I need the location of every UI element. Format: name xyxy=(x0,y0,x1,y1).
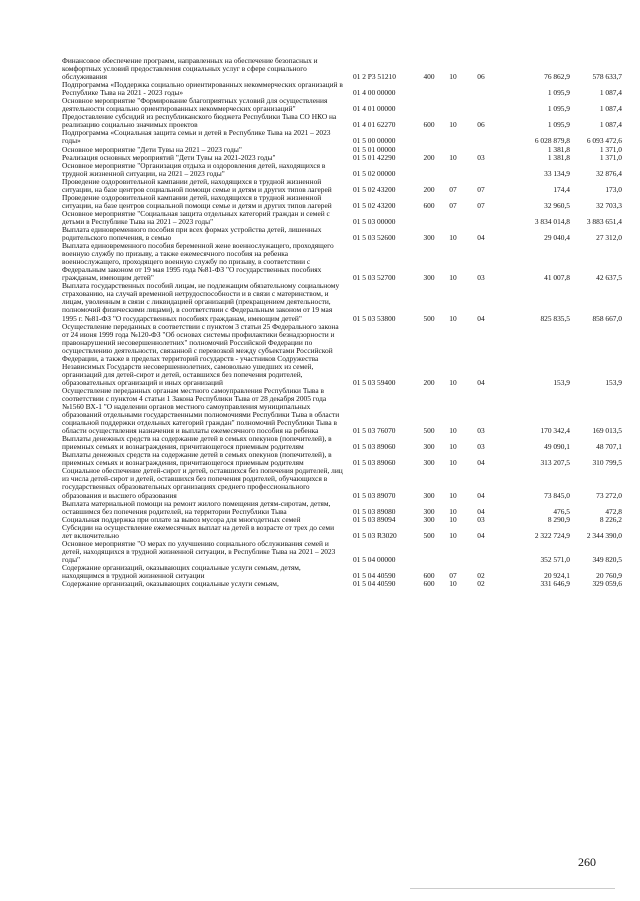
table-row xyxy=(62,282,622,322)
row-name: Выплата государственных пособий лицам, не подлежащим обязательному социальному страхованию, на случай временной нетрудоспособности и в связи с материнством, и лицам, уволенным в связи с ликвидацией организаций (прекращением деятельности, полномочий физическими лицами), в соответствии с Федеральным законом от 19 мая 1995 г. №81-ФЗ "О государственных пособиях гражданам, имеющим детей" xyxy=(62,281,340,323)
table-row xyxy=(62,210,622,226)
row-expense-type: 300 xyxy=(423,490,435,500)
row-code: 01 5 03 89094 xyxy=(353,514,396,524)
row-name: Предоставление субсидий из республиканского бюджета Республики Тыва СО НКО на реализацию социально значимых проектов xyxy=(62,112,337,130)
row-amount-2022: 32 960,5 xyxy=(544,200,570,210)
row-amount-2022: 3 834 014,8 xyxy=(534,216,570,226)
row-code: 01 5 03 52600 xyxy=(353,233,396,243)
row-amount-2023: 858 667,0 xyxy=(592,313,622,323)
row-amount-2022: 170 342,4 xyxy=(540,426,570,436)
row-name: Социальная поддержка при оплате за вывоз мусора для многодетных семей xyxy=(62,514,301,524)
row-subsection: 02 xyxy=(477,571,485,580)
row-name: Основное мероприятие "Организация отдыха и оздоровления детей, находящихся в трудной жизненной ситуации, на 2021 – 2023 годы" xyxy=(62,160,326,178)
row-code: 01 5 03 R3020 xyxy=(353,530,397,540)
table-row xyxy=(62,467,622,499)
row-name: Выплата единовременного пособия при всех формах устройства детей, лишенных родительского попечения, в семью xyxy=(62,224,322,243)
row-expense-type: 500 xyxy=(423,426,435,436)
row-subsection: 04 xyxy=(477,233,485,243)
row-amount-2022: 1 381,8 xyxy=(547,152,570,162)
row-code: 01 5 01 00000 xyxy=(353,144,396,154)
row-section: 10 xyxy=(449,530,457,540)
row-name: Выплата материальной помощи на ремонт жилого помещения детям-сиротам, детям, оставшимся без попечения родителей, на территории Республики Тыва xyxy=(62,498,331,516)
row-amount-2022: 1 381,8 xyxy=(547,144,570,154)
table-row xyxy=(62,323,622,387)
table-row xyxy=(62,451,622,467)
row-amount-2022: 33 134,9 xyxy=(544,168,570,178)
row-name: Выплаты денежных средств на содержание детей в семьях опекунов (попечителей), в приемных семьях и вознаграждения, причитающегося приемным родителям xyxy=(62,450,332,468)
row-section: 10 xyxy=(449,490,457,500)
row-code: 01 5 04 40590 xyxy=(353,579,396,589)
row-subsection: 03 xyxy=(477,152,485,162)
row-code: 01 4 01 62270 xyxy=(353,120,396,130)
row-code: 01 5 03 53800 xyxy=(353,313,396,323)
row-expense-type: 500 xyxy=(423,530,435,540)
row-section: 10 xyxy=(449,313,457,323)
row-expense-type: 300 xyxy=(423,506,435,516)
row-amount-2022: 1 095,9 xyxy=(547,88,570,98)
table-row xyxy=(62,435,622,451)
row-subsection: 06 xyxy=(477,120,485,130)
table-row xyxy=(62,113,622,129)
row-section: 10 xyxy=(449,152,457,162)
row-code: 01 5 04 40590 xyxy=(353,571,396,580)
row-subsection: 04 xyxy=(477,530,485,540)
row-name: Основное мероприятие "Дети Тувы на 2021 – 2023 годы" xyxy=(62,144,242,154)
table-row xyxy=(62,226,622,242)
row-amount-2023: 169 013,5 xyxy=(592,426,622,436)
row-subsection: 04 xyxy=(477,377,485,387)
row-amount-2023: 42 637,5 xyxy=(596,273,622,283)
row-expense-type: 500 xyxy=(423,313,435,323)
row-name: Подпрограмма «Поддержка социально ориентированных некоммерческих организаций в Республике Тыва на 2021 - 2023 годы» xyxy=(62,80,343,98)
row-amount-2023: 8 226,2 xyxy=(599,514,622,524)
page-number: 260 xyxy=(578,855,596,869)
row-amount-2023: 3 883 651,4 xyxy=(586,216,622,226)
row-amount-2023: 48 707,1 xyxy=(596,442,622,452)
row-amount-2023: 1 371,0 xyxy=(599,144,622,154)
row-amount-2023: 173,0 xyxy=(605,184,622,194)
row-amount-2022: 1 095,9 xyxy=(547,120,570,130)
row-expense-type: 300 xyxy=(423,233,435,243)
row-expense-type: 600 xyxy=(423,200,435,210)
row-amount-2022: 352 571,0 xyxy=(540,554,570,564)
row-subsection: 07 xyxy=(477,184,485,194)
row-subsection: 03 xyxy=(477,273,485,283)
row-name: Проведение оздоровительной кампании детей, находящихся в трудной жизненной ситуации, на базе центров социальной помощи семье и детям и других типов лагерей xyxy=(62,192,332,210)
row-code: 01 5 03 52700 xyxy=(353,273,396,283)
row-section: 07 xyxy=(449,200,457,210)
row-amount-2022: 1 095,9 xyxy=(547,104,570,114)
row-amount-2023: 73 272,0 xyxy=(596,490,622,500)
row-code: 01 5 03 89060 xyxy=(353,442,396,452)
row-section: 10 xyxy=(449,426,457,436)
row-name: Содержание организаций, оказывающих социальные услуги семьям, xyxy=(62,579,279,589)
row-amount-2022: 73 845,0 xyxy=(544,490,570,500)
table-row xyxy=(62,540,622,564)
table-row xyxy=(62,57,622,81)
row-code: 01 5 02 43200 xyxy=(353,200,396,210)
row-amount-2022: 76 862,9 xyxy=(544,72,570,82)
row-expense-type: 300 xyxy=(423,514,435,524)
row-name: Проведение оздоровительной кампании детей, находящихся в трудной жизненной ситуации, на базе центров социальной помощи семье и детям и других типов лагерей xyxy=(62,176,332,194)
row-code: 01 5 02 43200 xyxy=(353,184,396,194)
row-code: 01 5 03 89060 xyxy=(353,458,396,468)
row-expense-type: 200 xyxy=(423,184,435,194)
row-subsection: 04 xyxy=(477,458,485,468)
row-amount-2022: 20 924,1 xyxy=(544,571,570,580)
row-amount-2023: 20 760,9 xyxy=(596,571,622,580)
row-amount-2023: 310 799,5 xyxy=(592,458,622,468)
bottom-rule xyxy=(410,888,615,889)
row-amount-2023: 153,9 xyxy=(605,377,622,387)
row-name: Реализация основных мероприятий "Дети Тувы на 2021-2023 годы" xyxy=(62,152,276,162)
row-code: 01 5 00 00000 xyxy=(353,136,396,146)
table-row xyxy=(62,194,622,210)
row-expense-type: 300 xyxy=(423,273,435,283)
table-row xyxy=(62,500,622,516)
row-section: 10 xyxy=(449,377,457,387)
row-code: 01 5 04 00000 xyxy=(353,554,396,564)
row-name: Основное мероприятие "Формирование благоприятных условий для осуществления деятельности социально ориентированных некоммерческих организаций" xyxy=(62,96,328,114)
row-code: 01 2 P3 51210 xyxy=(353,72,396,82)
row-code: 01 5 03 00000 xyxy=(353,216,396,226)
row-name: Субсидии на осуществление ежемесячных выплат на детей в возрасте от трех до семи лет включительно xyxy=(62,522,335,540)
row-code: 01 5 03 89070 xyxy=(353,490,396,500)
row-name: Основное мероприятие "Социальная защита отдельных категорий граждан и семей с детьми в Республике Тыва на 2021 – 2023 годы" xyxy=(62,208,330,226)
row-subsection: 03 xyxy=(477,514,485,524)
row-code: 01 4 01 00000 xyxy=(353,104,396,114)
row-name: Выплаты денежных средств на содержание детей в семьях опекунов (попечителей), в приемных семьях и вознаграждения, причитающегося приемным родителям xyxy=(62,434,332,452)
row-amount-2022: 6 028 879,8 xyxy=(534,136,570,146)
row-amount-2023: 1 087,4 xyxy=(599,88,622,98)
row-expense-type: 600 xyxy=(423,120,435,130)
row-section: 10 xyxy=(449,273,457,283)
row-subsection: 03 xyxy=(477,442,485,452)
row-code: 01 5 03 76070 xyxy=(353,426,396,436)
row-subsection: 04 xyxy=(477,313,485,323)
row-amount-2023: 6 093 472,6 xyxy=(586,136,622,146)
table-row xyxy=(62,178,622,194)
row-amount-2023: 329 059,6 xyxy=(592,579,622,589)
row-amount-2022: 2 322 724,9 xyxy=(534,530,570,540)
row-amount-2023: 32 703,3 xyxy=(596,200,622,210)
row-expense-type: 600 xyxy=(423,579,435,589)
row-expense-type: 200 xyxy=(423,377,435,387)
row-amount-2023: 32 876,4 xyxy=(596,168,622,178)
row-section: 10 xyxy=(449,579,457,589)
row-amount-2022: 8 290,9 xyxy=(547,514,570,524)
row-section: 10 xyxy=(449,506,457,516)
row-amount-2023: 1 087,4 xyxy=(599,104,622,114)
row-subsection: 03 xyxy=(477,426,485,436)
row-name: Основное мероприятие "О мерах по улучшению социального обслуживания семей и детей, находящихся в трудной жизненной ситуации, в Республике Тыва на 2021 – 2023 годы" xyxy=(62,538,336,564)
row-subsection: 04 xyxy=(477,506,485,516)
row-section: 10 xyxy=(449,120,457,130)
row-name: Финансовое обеспечение программ, направленных на обеспечение безопасных и комфортных условий предоставления социальных услуг в сфере социального обслуживания xyxy=(62,56,318,82)
row-name: Осуществление переданных органам местного самоуправления Республики Тыва в соответствии с пунктом 4 статьи 1 Закона Республики Тыва от 28 декабря 2005 года №1560 ВХ-1 "О наделении органов местного самоуправления муниципальных образований отдельными государственными полномочиями Республики Тыва в области социальной поддержки отдельных категорий граждан" полномочий Республики Тыва в области осуществления назначения и выплаты ежемесячного пособия на ребенка xyxy=(62,385,340,436)
row-amount-2023: 578 633,7 xyxy=(592,72,622,82)
row-subsection: 07 xyxy=(477,200,485,210)
row-section: 10 xyxy=(449,233,457,243)
row-amount-2023: 472,8 xyxy=(605,506,622,516)
row-amount-2022: 331 646,9 xyxy=(540,579,570,589)
table-row xyxy=(62,162,622,178)
row-expense-type: 600 xyxy=(423,571,435,580)
row-name: Осуществление переданных в соответствии с пунктом 3 статьи 25 Федерального закона от 24 июня 1999 года №120-ФЗ "Об основах системы профилактики безнадзорности и правонарушений несовершеннолетних" полномочий Российской Федерации по осуществлению деятельности, связанной с перевозкой между субъектами Российской Федерации, а также в пределах территорий государств - участников Содружества Независимых Государств несовершеннолетних, самовольно ушедших из семей, организаций для детей-сирот и детей, оставшихся без попечения родителей, образовательных организаций и иных организаций xyxy=(62,321,339,387)
row-code: 01 5 02 00000 xyxy=(353,168,396,178)
row-section: 07 xyxy=(449,184,457,194)
row-section: 10 xyxy=(449,458,457,468)
row-code: 01 4 00 00000 xyxy=(353,88,396,98)
row-amount-2023: 2 344 390,0 xyxy=(586,530,622,540)
row-amount-2022: 153,9 xyxy=(553,377,570,387)
row-amount-2022: 174,4 xyxy=(553,184,570,194)
row-expense-type: 300 xyxy=(423,458,435,468)
row-code: 01 5 01 42290 xyxy=(353,152,396,162)
row-amount-2023: 1 087,4 xyxy=(599,120,622,130)
row-expense-type: 400 xyxy=(423,72,435,82)
row-section: 07 xyxy=(449,571,457,580)
row-amount-2022: 313 207,5 xyxy=(540,458,570,468)
row-subsection: 04 xyxy=(477,490,485,500)
table-row xyxy=(62,81,622,97)
table-row xyxy=(62,97,622,113)
row-amount-2023: 1 371,0 xyxy=(599,152,622,162)
row-amount-2023: 27 312,0 xyxy=(596,233,622,243)
row-name: Подпрограмма «Социальная защита семьи и детей в Республике Тыва на 2021 – 2023 годы» xyxy=(62,128,331,146)
table-row xyxy=(62,387,622,435)
row-code: 01 5 03 89080 xyxy=(353,506,396,516)
row-amount-2022: 29 040,4 xyxy=(544,233,570,243)
row-name: Выплата единовременного пособия беременной жене военнослужащего, проходящего военную службу по призыву, а также ежемесячного пособия на ребенка военнослужащего, проходящего военную службу по призыву, в соответствии с Федеральным законом от 19 мая 1995 года №81-ФЗ "О государственных пособиях гражданам, имеющим детей" xyxy=(62,241,334,283)
row-amount-2023: 349 820,5 xyxy=(592,554,622,564)
row-expense-type: 300 xyxy=(423,442,435,452)
row-expense-type: 200 xyxy=(423,152,435,162)
row-amount-2022: 825 835,5 xyxy=(540,313,570,323)
row-amount-2022: 41 007,8 xyxy=(544,273,570,283)
table-row xyxy=(62,129,622,145)
row-amount-2022: 49 090,1 xyxy=(544,442,570,452)
table-row xyxy=(62,564,622,580)
table-row xyxy=(62,580,622,588)
row-name: Социальное обеспечение детей-сирот и детей, оставшихся без попечения родителей, лиц из числа детей-сирот и детей, оставшихся без попечения родителей, обучающихся в государственных образовательных организациях среднего профессионального образования и высшего образования xyxy=(62,466,343,500)
row-section: 10 xyxy=(449,442,457,452)
row-name: Содержание организаций, оказывающих социальные услуги семьям, детям, находящимся в трудной жизненной ситуации xyxy=(62,562,301,580)
row-section: 10 xyxy=(449,514,457,524)
row-subsection: 02 xyxy=(477,579,485,589)
row-subsection: 06 xyxy=(477,72,485,82)
table-row xyxy=(62,524,622,540)
row-section: 10 xyxy=(449,72,457,82)
row-code: 01 5 03 59400 xyxy=(353,377,396,387)
budget-table xyxy=(62,57,622,588)
row-amount-2022: 476,5 xyxy=(553,506,570,516)
table-row xyxy=(62,242,622,282)
